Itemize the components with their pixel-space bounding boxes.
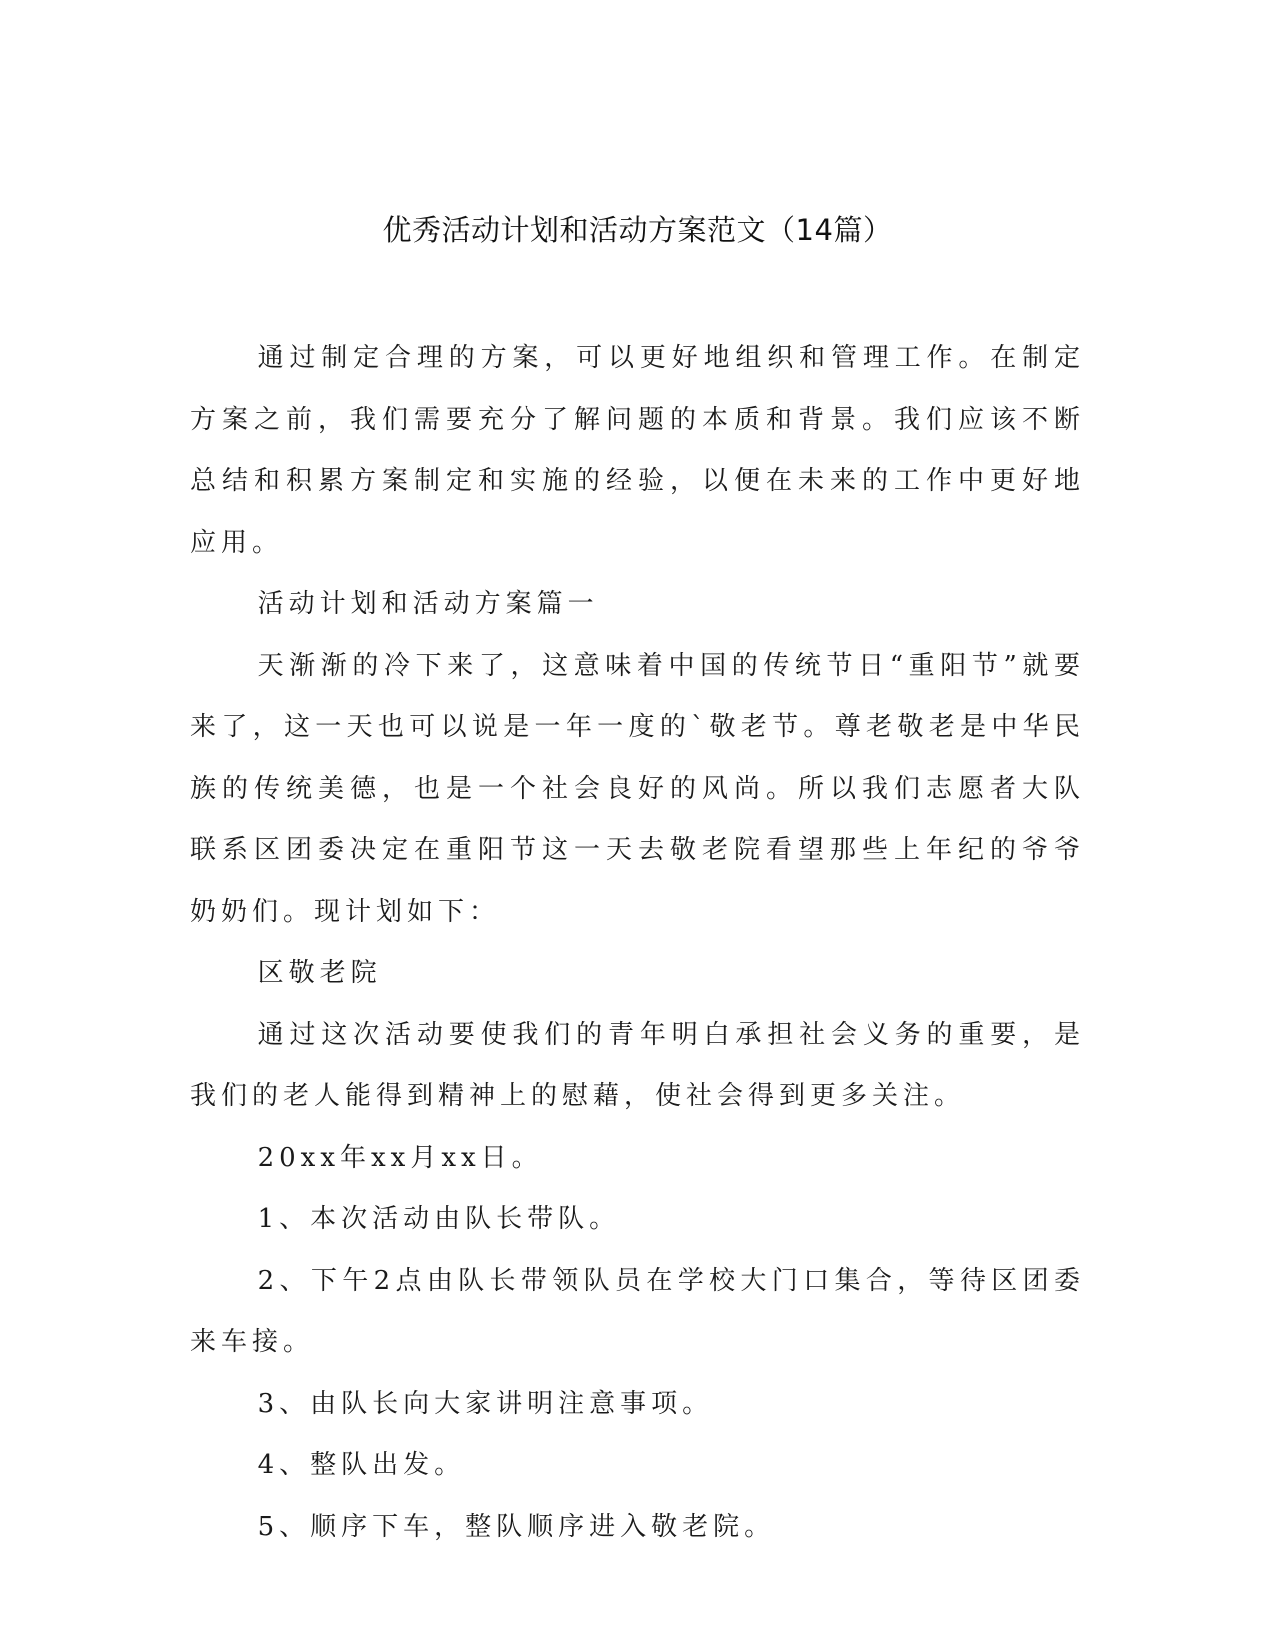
- paragraph-intro: 通过制定合理的方案，可以更好地组织和管理工作。在制定方案之前，我们需要充分了解问题的本质和背景。我们应该不断总结和积累方案制定和实施的经验，以便在未来的工作中更好地应用。: [190, 343, 1085, 558]
- list-item-1: 1、本次活动由队长带队。: [257, 1204, 621, 1234]
- list-item-3: 3、由队长向大家讲明注意事项。: [257, 1388, 714, 1419]
- paragraph-purpose: 通过这次活动要使我们的青年明白承担社会义务的重要，是我们的老人能得到精神上的慰藉，使社会得到更多关注。: [190, 1019, 1085, 1111]
- paragraph-background: 天渐渐的冷下来了，这意味着中国的传统节日“重阳节”就要来了，这一天也可以说是一年一度的`敬老节。尊老敬老是中华民族的传统美德，也是一个社会良好的风尚。所以我们志愿者大队联系区团委决定在重阳节这一天去敬老院看望那些上年纪的爷爷奶奶们。现计划如下：: [190, 650, 1085, 927]
- list-item-4: 4、整队出发。: [257, 1450, 466, 1480]
- paragraph-location: 区敬老院: [257, 958, 382, 988]
- list-item-2: 2、下午2点由队长带领队员在学校大门口集合，等待区团委来车接。: [190, 1265, 1085, 1357]
- paragraph-date: 20xx年xx月xx日。: [257, 1142, 543, 1173]
- document-title: 优秀活动计划和活动方案范文（14篇）: [382, 213, 893, 247]
- document-body: [190, 328, 1085, 1558]
- section-heading: 活动计划和活动方案篇一: [257, 589, 599, 619]
- list-item-5: 5、顺序下车，整队顺序进入敬老院。: [257, 1511, 776, 1542]
